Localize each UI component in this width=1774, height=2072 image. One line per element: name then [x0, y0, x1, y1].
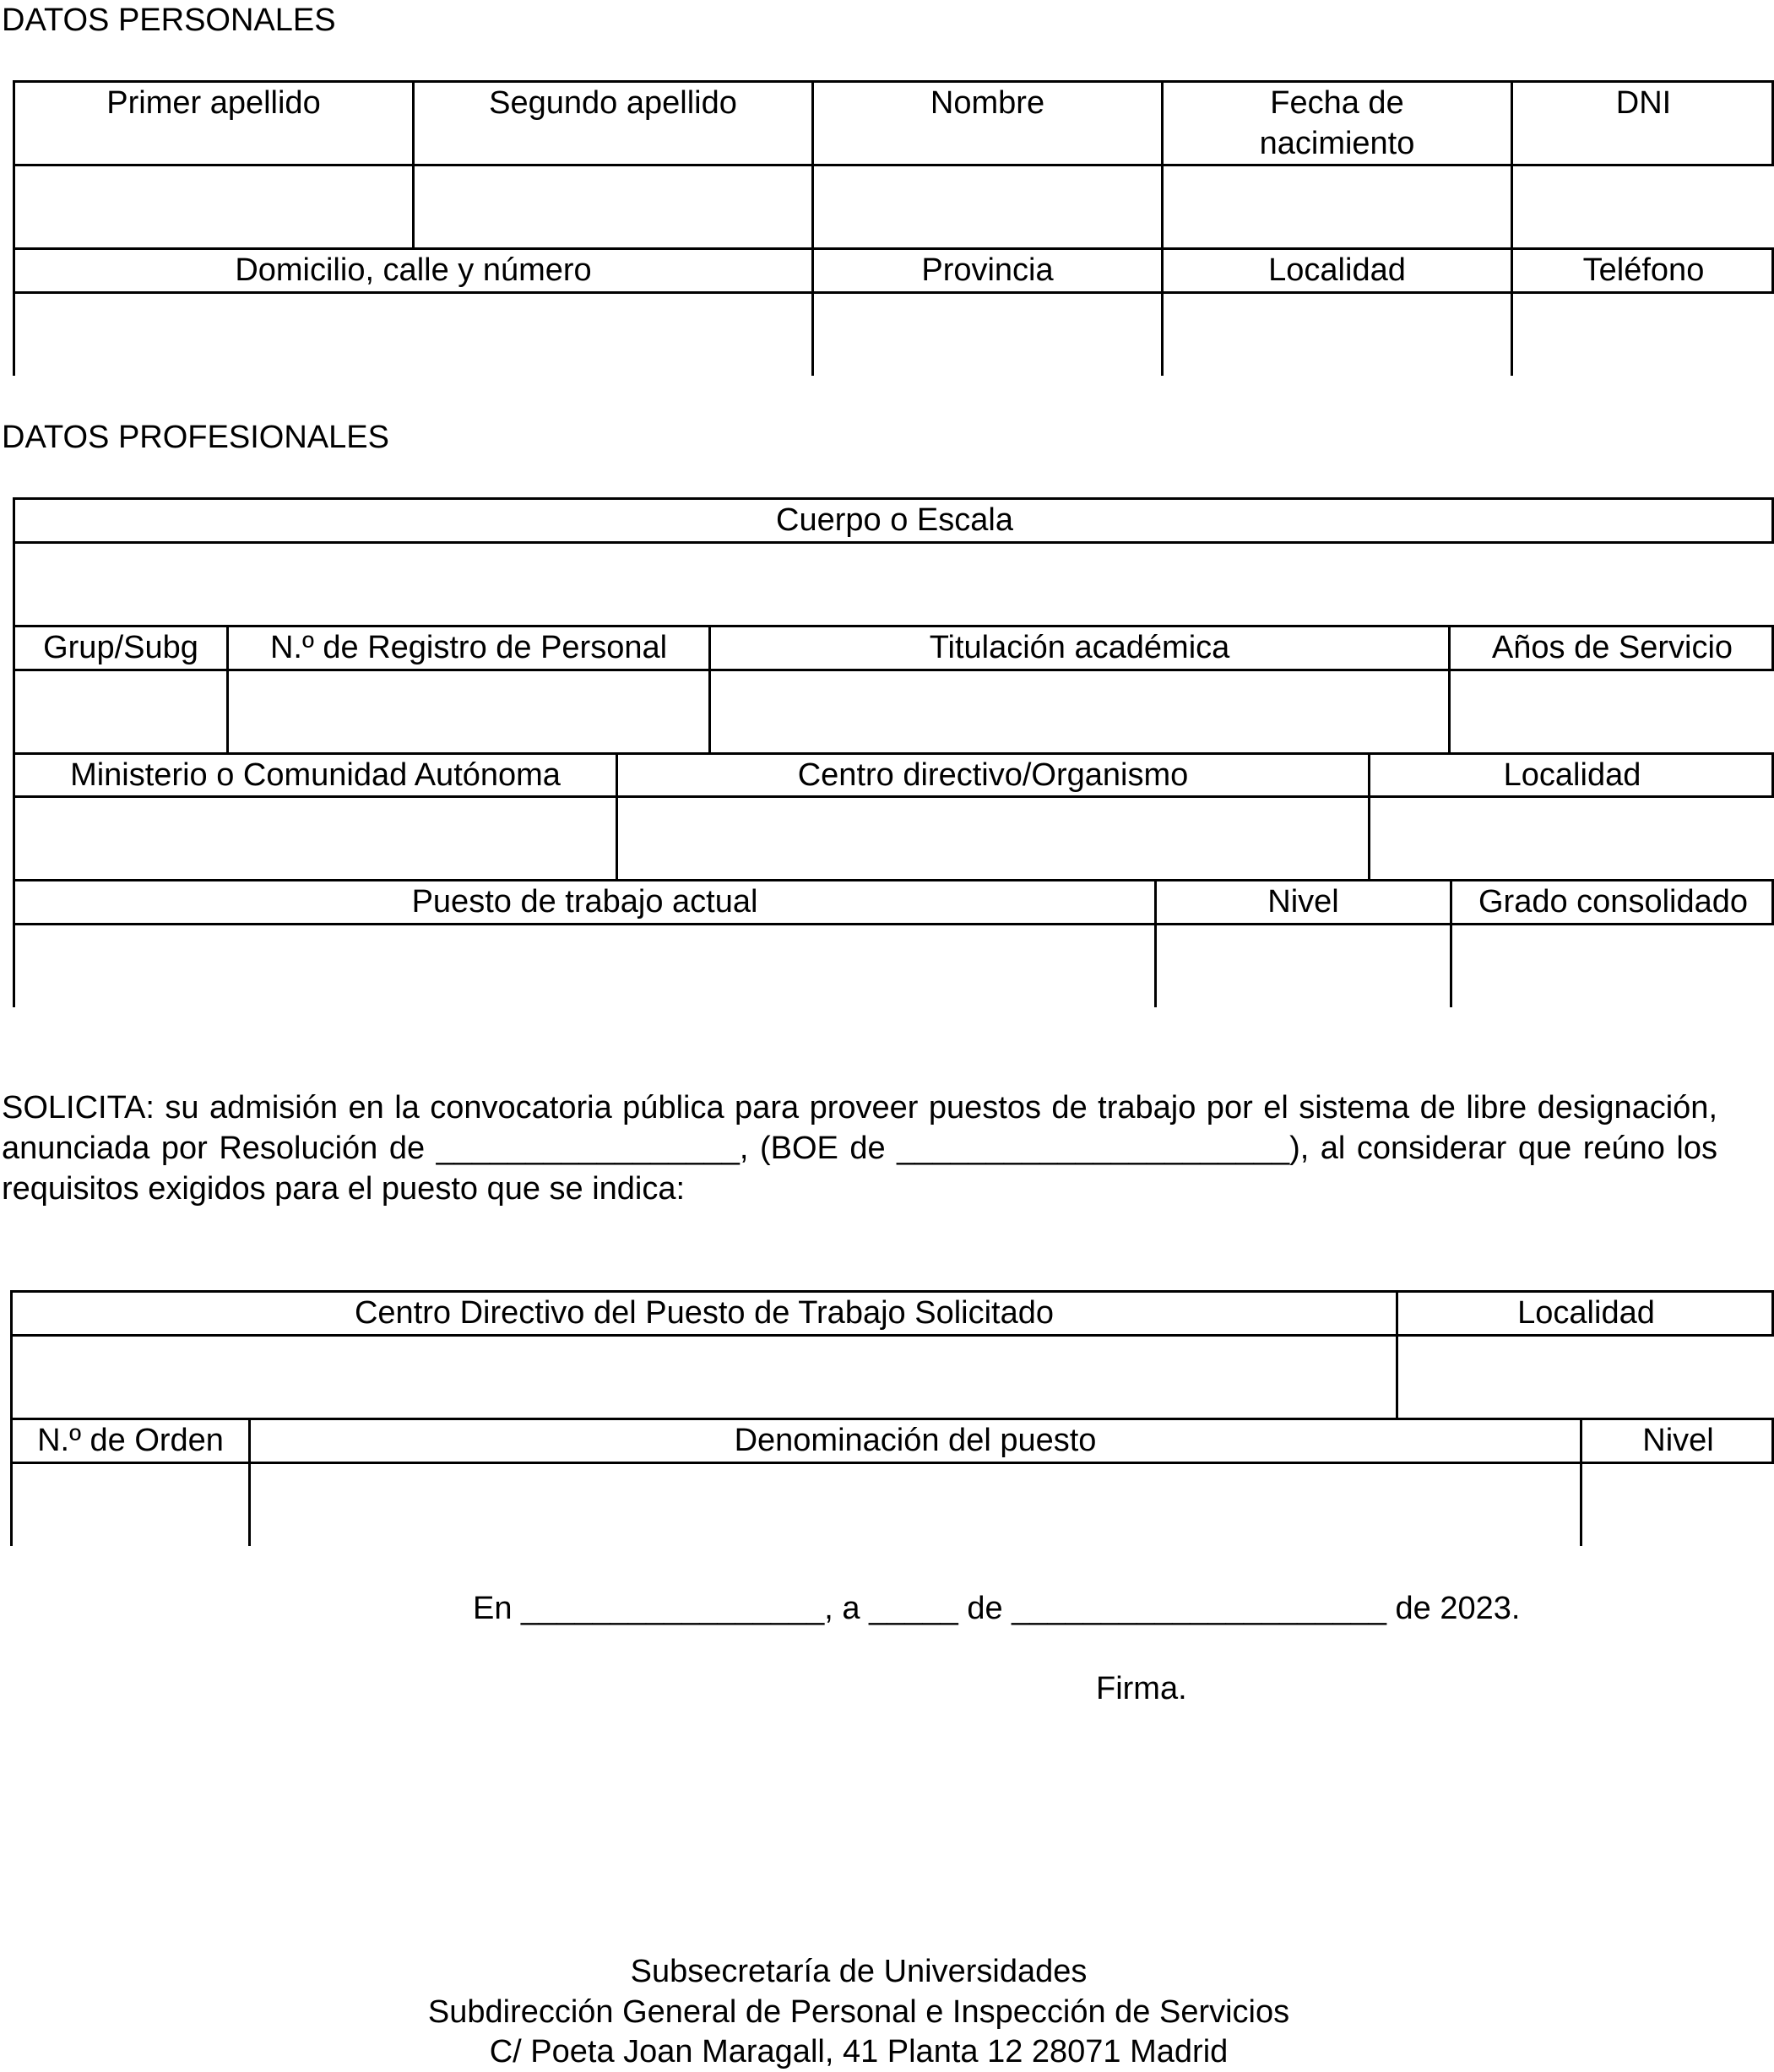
fecha-nacimiento-field[interactable] — [1161, 164, 1511, 247]
puesto-actual-field[interactable] — [13, 923, 1154, 1007]
header-fecha-nacimiento: Fecha de nacimiento — [1161, 80, 1511, 164]
header-cuerpo-escala: Cuerpo o Escala — [13, 497, 1774, 541]
nivel-solicitado-field[interactable] — [1580, 1462, 1774, 1546]
ministerio-field[interactable] — [13, 795, 616, 879]
header-grado-consolidado: Grado consolidado — [1450, 879, 1774, 923]
footer-address: C/ Poeta Joan Maragall, 41 Planta 12 28071 Madrid — [489, 2034, 1229, 2069]
header-localidad-profesional: Localidad — [1368, 752, 1774, 795]
footer-office: Subsecretaría de Universidades — [630, 1954, 1088, 1989]
anos-servicio-field[interactable] — [1448, 669, 1774, 752]
centro-directivo-field[interactable] — [616, 795, 1368, 879]
grup-subg-field[interactable] — [13, 669, 226, 752]
telefono-field[interactable] — [1511, 291, 1774, 376]
domicilio-field[interactable] — [13, 291, 811, 376]
header-numero-orden: N.º de Orden — [10, 1418, 248, 1462]
header-dni: DNI — [1511, 80, 1774, 164]
centro-directivo-solicitado-field[interactable] — [10, 1334, 1396, 1418]
header-localidad-solicitado: Localidad — [1396, 1290, 1774, 1334]
localidad-profesional-field[interactable] — [1368, 795, 1774, 879]
grado-consolidado-field[interactable] — [1450, 923, 1774, 1007]
nivel-field[interactable] — [1154, 923, 1450, 1007]
footer-subdirection: Subdirección General de Personal e Inspección de Servicios — [427, 1994, 1290, 2030]
header-denominacion-puesto: Denominación del puesto — [248, 1418, 1580, 1462]
header-titulacion: Titulación académica — [708, 625, 1448, 669]
signature-label: Firma. — [1096, 1671, 1187, 1706]
header-localidad: Localidad — [1161, 247, 1511, 291]
header-domicilio: Domicilio, calle y número — [13, 247, 811, 291]
header-centro-directivo-solicitado: Centro Directivo del Puesto de Trabajo Solicitado — [10, 1290, 1396, 1334]
titulacion-field[interactable] — [708, 669, 1448, 752]
segundo-apellido-field[interactable] — [412, 164, 811, 247]
request-paragraph: SOLICITA: su admisión en la convocatoria pública para proveer puestos de trabajo por el sistema de libre designación, anunciada por Resolución de _________________, (BOE de ______________________), al considerar que reúno los requisitos exigidos para el puesto que se indica: — [2, 1090, 1717, 1207]
header-telefono: Teléfono — [1511, 247, 1774, 291]
header-anos-servicio: Años de Servicio — [1448, 625, 1774, 669]
cuerpo-escala-field[interactable] — [13, 541, 1774, 625]
header-nombre: Nombre — [811, 80, 1161, 164]
header-puesto-actual: Puesto de trabajo actual — [13, 879, 1154, 923]
localidad-solicitado-field[interactable] — [1396, 1334, 1774, 1418]
header-provincia: Provincia — [811, 247, 1161, 291]
header-centro-directivo: Centro directivo/Organismo — [616, 752, 1368, 795]
header-nivel: Nivel — [1154, 879, 1450, 923]
header-primer-apellido: Primer apellido — [13, 80, 412, 164]
header-segundo-apellido: Segundo apellido — [412, 80, 811, 164]
date-place-line: En _________________, a _____ de _____________________ de 2023. — [473, 1591, 1521, 1626]
header-nivel-solicitado: Nivel — [1580, 1418, 1774, 1462]
personal-data-heading: DATOS PERSONALES — [2, 3, 336, 38]
registro-personal-field[interactable] — [226, 669, 708, 752]
provincia-field[interactable] — [811, 291, 1161, 376]
primer-apellido-field[interactable] — [13, 164, 412, 247]
header-ministerio: Ministerio o Comunidad Autónoma — [13, 752, 616, 795]
header-grup-subg: Grup/Subg — [13, 625, 226, 669]
personal-data-table — [13, 80, 1774, 376]
requested-position-table — [10, 1290, 1774, 1546]
numero-orden-field[interactable] — [10, 1462, 248, 1546]
header-registro-personal: N.º de Registro de Personal — [226, 625, 708, 669]
localidad-field[interactable] — [1161, 291, 1511, 376]
professional-data-heading: DATOS PROFESIONALES — [2, 420, 389, 455]
dni-field[interactable] — [1511, 164, 1774, 247]
professional-data-table — [13, 497, 1774, 1007]
nombre-field[interactable] — [811, 164, 1161, 247]
denominacion-puesto-field[interactable] — [248, 1462, 1580, 1546]
